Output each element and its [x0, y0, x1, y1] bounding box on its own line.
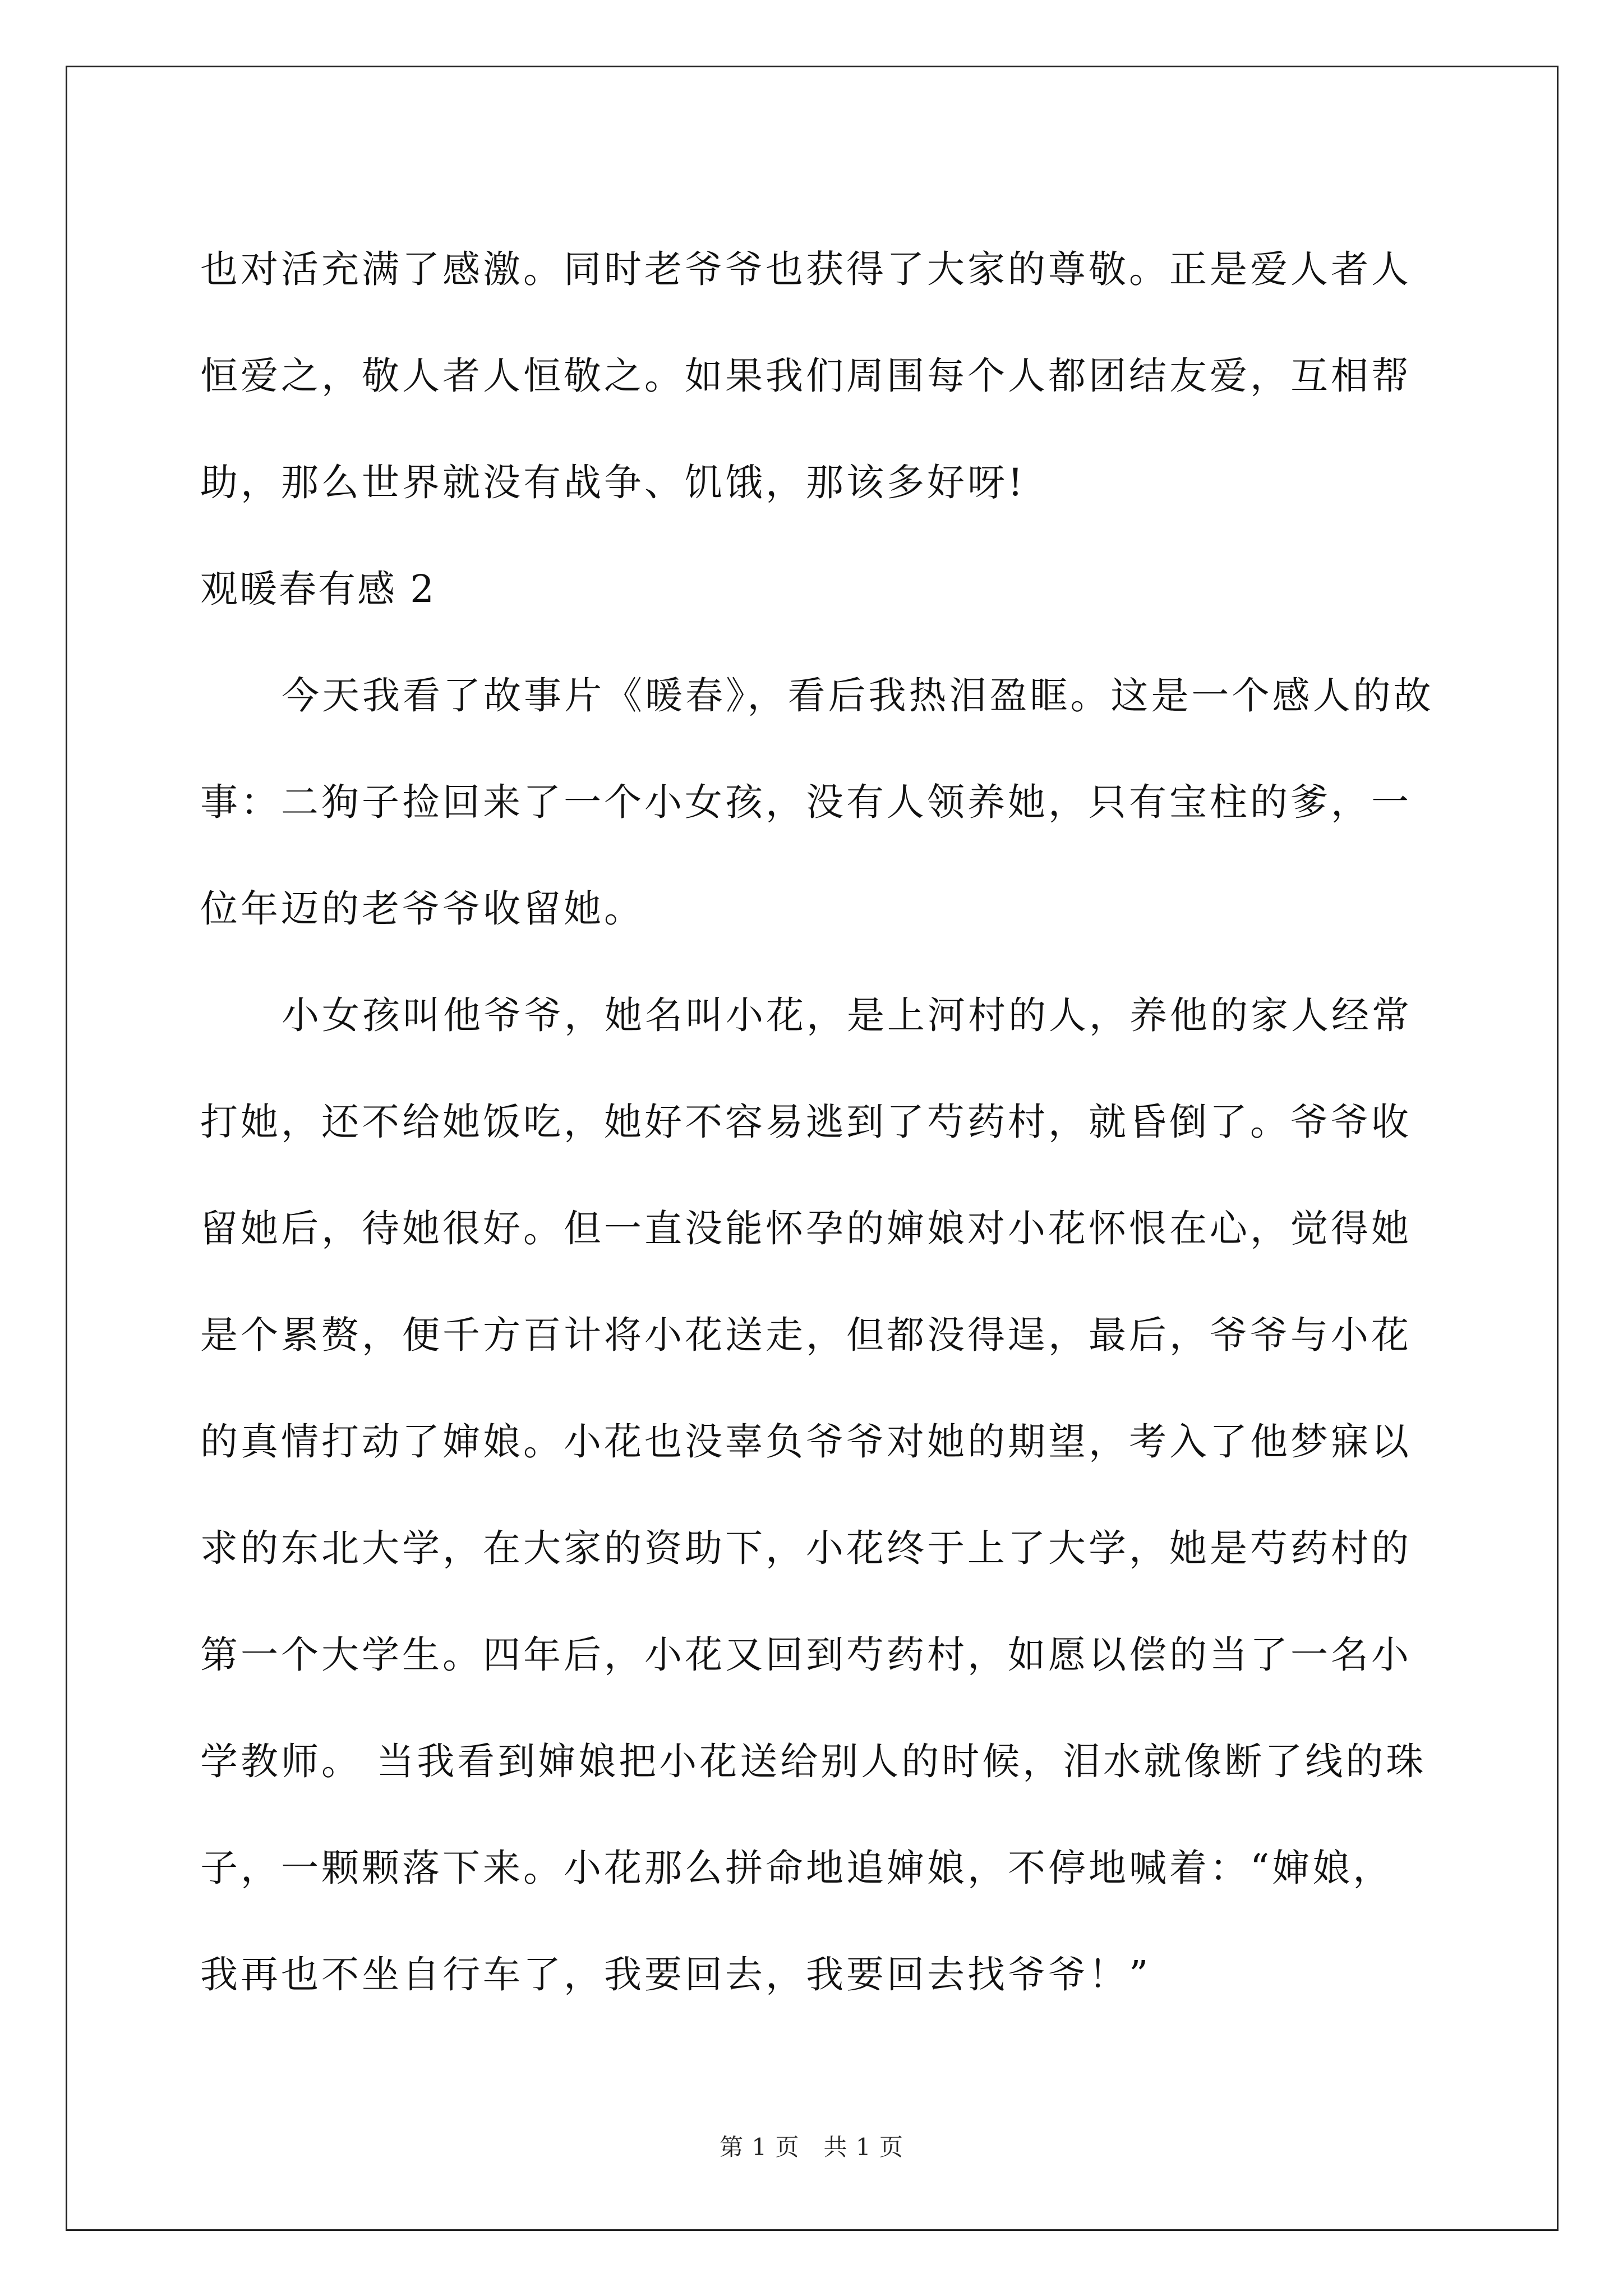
paragraph-3-line-9: 子，一颗颗落下来。小花那么拼命地追婶娘，不停地喊着：“婶娘，	[200, 1846, 1394, 1890]
section-heading: 观暖春有感 2	[200, 567, 436, 611]
paragraph-3-line-1: 小女孩叫他爷爷，她名叫小花，是上河村的人，养他的家人经常	[282, 993, 1412, 1037]
paragraph-3-line-4: 是个累赘，便千方百计将小花送走，但都没得逞，最后，爷爷与小花	[200, 1313, 1412, 1357]
paragraph-3-line-3: 留她后，待她很好。但一直没能怀孕的婶娘对小花怀恨在心，觉得她	[200, 1207, 1412, 1250]
paragraph-2-line-3: 位年迈的老爷爷收留她。	[200, 887, 644, 931]
paragraph-3-line-7: 第一个大学生。四年后，小花又回到芍药村，如愿以偿的当了一名小	[200, 1633, 1412, 1677]
page-footer: 第 1 页 共 1 页	[720, 2133, 903, 2161]
paragraph-3-line-8: 学教师。 当我看到婶娘把小花送给别人的时候，泪水就像断了线的珠	[200, 1740, 1427, 1783]
paragraph-3-line-2: 打她，还不给她饭吃，她好不容易逃到了芍药村，就昏倒了。爷爷收	[200, 1100, 1412, 1144]
paragraph-2-line-1: 今天我看了故事片《暖春》，看后我热泪盈眶。这是一个感人的故	[282, 674, 1434, 717]
paragraph-1-line-2: 恒爱之，敬人者人恒敬之。如果我们周围每个人都团结友爱，互相帮	[200, 354, 1412, 398]
document-body	[200, 216, 1434, 2028]
paragraph-3-line-10: 我再也不坐自行车了，我要回去，我要回去找爷爷！”	[200, 1953, 1151, 1996]
paragraph-3-line-5: 的真情打动了婶娘。小花也没辜负爷爷对她的期望，考入了他梦寐以	[200, 1420, 1412, 1464]
paragraph-1-line-3: 助，那么世界就没有战争、饥饿，那该多好呀!	[200, 461, 1026, 504]
paragraph-2-line-2: 事：二狗子捡回来了一个小女孩，没有人领养她，只有宝柱的爹，一	[200, 780, 1412, 824]
paragraph-3-line-6: 求的东北大学，在大家的资助下，小花终于上了大学，她是芍药村的	[200, 1526, 1412, 1570]
paragraph-1-line-1: 也对活充满了感激。同时老爷爷也获得了大家的尊敬。正是爱人者人	[200, 247, 1412, 291]
